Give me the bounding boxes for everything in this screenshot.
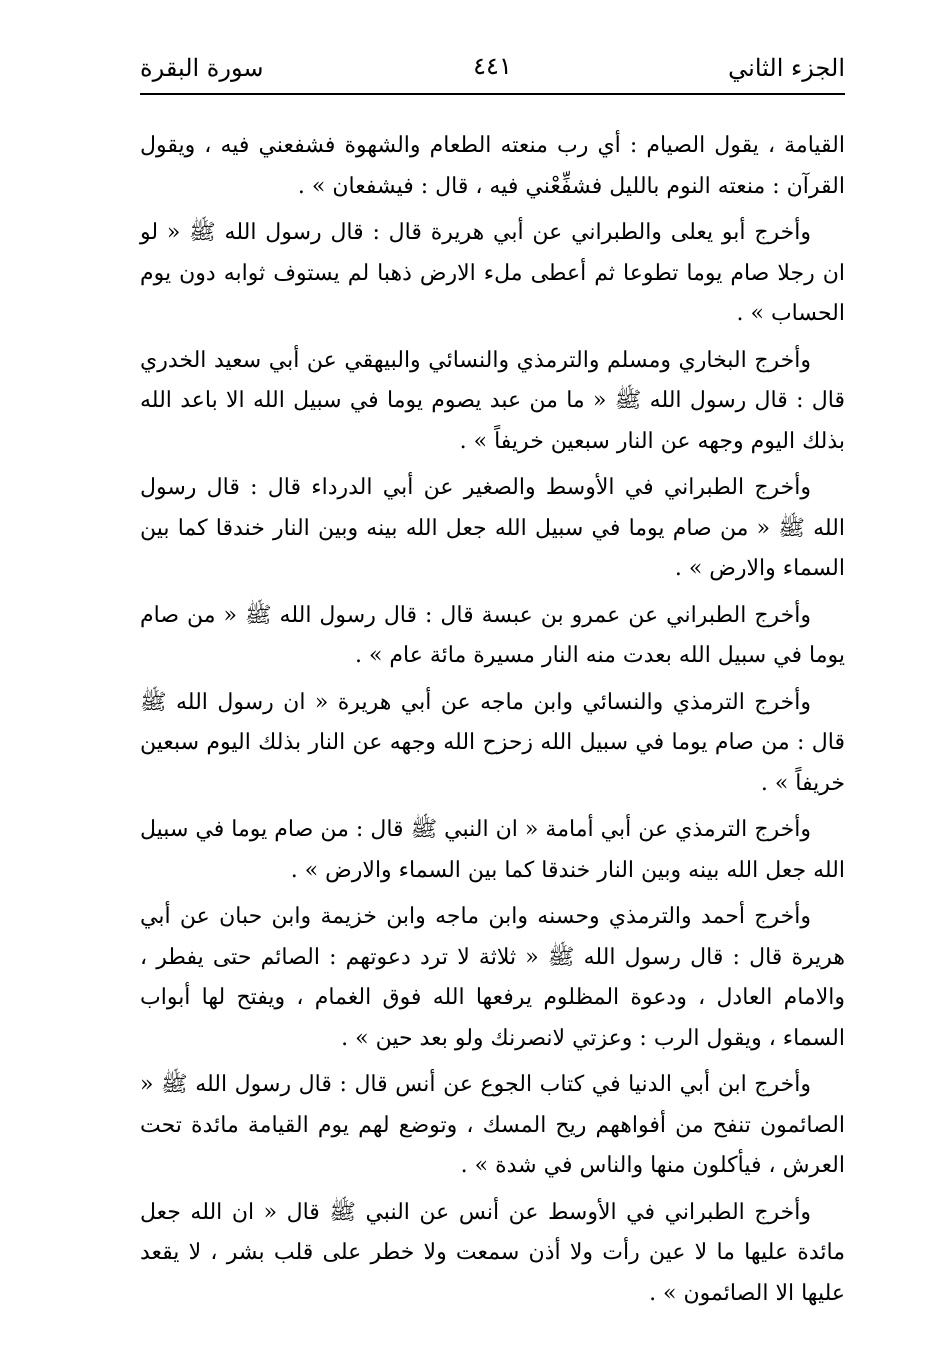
page-number: ٤٤١ [473,52,512,80]
paragraph: وأخرج أحمد والترمذي وحسنه وابن ماجه وابن خزيمة وابن حبان عن أبي هريرة قال : قال رسول الله ﷺ « ثلاثة لا ترد دعوتهم : الصائم حتى يفطر ، والامام العادل ، ودعوة المظلوم يرفعها الله فوق الغمام ، ويفتح لها أبواب السماء ، ويقول الرب : وعزتي لانصرنك ولو بعد حين » . [140,904,845,1051]
paragraph: وأخرج الترمذي والنسائي وابن ماجه عن أبي هريرة « ان رسول الله ﷺ قال : من صام يوما في سبيل الله زحزح الله وجهه عن النار بذلك اليوم سبعين خريفاً » . [140,689,845,796]
paragraph: وأخرج البخاري ومسلم والترمذي والنسائي والبيهقي عن أبي سعيد الخدري قال : قال رسول الله ﷺ « ما من عبد يصوم يوما في سبيل الله الا باعد الله بذلك اليوم وجهه عن النار سبعين خريفاً » . [140,347,845,454]
page-body [140,126,845,1320]
part-title: الجزء الثاني [728,54,845,82]
paragraph: وأخرج ابن أبي الدنيا في كتاب الجوع عن أنس قال : قال رسول الله ﷺ « الصائمون تنفح من أفواههم ريح المسك ، وتوضع لهم يوم القيامة مائدة تحت العرش ، فيأكلون منها والناس في شدة » . [140,1072,845,1178]
surah-title: سورة البقرة [140,54,264,82]
page-header [140,48,845,92]
paragraph: القيامة ، يقول الصيام : أي رب منعته الطعام والشهوة فشفعني فيه ، ويقول القرآن : منعته النوم بالليل فشفِّعْني فيه ، قال : فيشفعان » . [140,133,845,199]
paragraph: وأخرج الطبراني عن عمرو بن عبسة قال : قال رسول الله ﷺ « من صام يوما في سبيل الله بعدت منه النار مسيرة مائة عام » . [140,602,845,668]
paragraph: وأخرج الطبراني في الأوسط عن أنس عن النبي ﷺ قال « ان الله جعل مائدة عليها ما لا عين رأت ولا أذن سمعت ولا خطر على قلب بشر ، لا يقعد عليها الا الصائمون » . [140,1199,845,1306]
paragraph: وأخرج الترمذي عن أبي أمامة « ان النبي ﷺ قال : من صام يوما في سبيل الله جعل الله بينه وبين النار خندقا كما بين السماء والارض » . [140,817,845,883]
paragraph: وأخرج أبو يعلى والطبراني عن أبي هريرة قال : قال رسول الله ﷺ « لو ان رجلا صام يوما تطوعا ثم أعطى ملء الارض ذهبا لم يستوف ثوابه دون يوم الحساب » . [140,220,845,326]
paragraph: وأخرج الطبراني في الأوسط والصغير عن أبي الدرداء قال : قال رسول الله ﷺ « من صام يوما في سبيل الله جعل الله بينه وبين النار خندقا كما بين السماء والارض » . [140,475,845,581]
header-divider [140,93,845,95]
